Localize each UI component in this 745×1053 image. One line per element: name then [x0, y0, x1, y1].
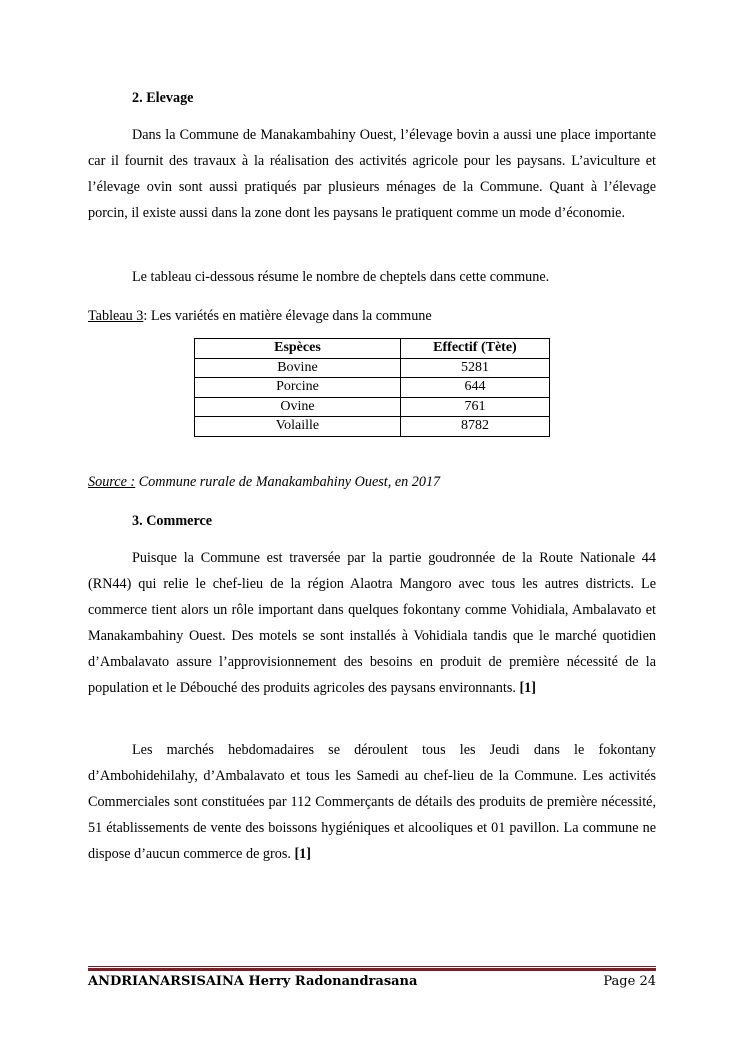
section-heading-commerce: 3. Commerce — [132, 513, 213, 529]
footer-page-number: Page 24 — [603, 974, 656, 989]
table-row — [195, 417, 550, 437]
livestock-table — [194, 338, 550, 437]
paragraph-commerce-2 — [88, 737, 656, 867]
citation-ref: [1] — [294, 846, 311, 862]
table-header-row — [195, 339, 550, 359]
header-species: Espèces — [195, 339, 401, 359]
cell-species: Volaille — [195, 417, 401, 437]
source-label: Source : — [88, 474, 136, 490]
paragraph-commerce-1 — [88, 545, 656, 701]
footer-author: ANDRIANARSISAINA Herry Radonandrasana — [88, 974, 418, 989]
table-row — [195, 378, 550, 398]
cell-species: Ovine — [195, 397, 401, 417]
cell-count: 761 — [400, 397, 549, 417]
cell-species: Porcine — [195, 378, 401, 398]
table-caption-label: Tableau 3 — [88, 308, 144, 324]
page-footer — [88, 974, 656, 989]
table-caption-text: : Les variétés en matière élevage dans la commune — [143, 308, 432, 324]
paragraph-text: Les marchés hebdomadaires se déroulent tous les Jeudi dans le fokontany d’Ambohidehilahy, d’Ambalavato et tous les Samedi au chef-lieu de la Commune. Les activités Commerciales sont constituées par 112 Commerçants de détails des produits de première nécessité, 51 établissements de vente des boissons hygiéniques et alcooliques et 01 pavillon. La commune ne dispose d’aucun commerce de gros. — [88, 742, 656, 862]
header-count: Effectif (Tète) — [400, 339, 549, 359]
cell-count: 5281 — [400, 358, 549, 378]
section-heading-elevage: 2. Elevage — [132, 90, 194, 106]
paragraph-text: Puisque la Commune est traversée par la partie goudronnée de la Route Nationale 44 (RN44) qui relie le chef-lieu de la région Alaotra Mangoro avec tous les autres districts. Le commerce tient alors un rôle important dans quelques fokontany comme Vohidiala, Ambalavato et Manakambahiny Ouest. Des motels se sont installés à Vohidiala tandis que le marché quotidien d’Ambalavato assure l’approvisionnement des besoins en produit de première nécessité de la population et le Débouché des produits agricoles des paysans environnants. — [88, 550, 656, 696]
cell-count: 644 — [400, 378, 549, 398]
table-row — [195, 397, 550, 417]
footer-rule-thick — [88, 968, 656, 971]
citation-ref: [1] — [519, 680, 536, 696]
table-row — [195, 358, 550, 378]
cell-species: Bovine — [195, 358, 401, 378]
paragraph-table-intro: Le tableau ci-dessous résume le nombre de cheptels dans cette commune. — [132, 269, 550, 285]
table-caption — [88, 306, 656, 326]
cell-count: 8782 — [400, 417, 549, 437]
table-source — [88, 472, 656, 492]
paragraph-elevage: Dans la Commune de Manakambahiny Ouest, l’élevage bovin a aussi une place importante car il fournit des travaux à la réalisation des activités agricole pour les paysans. L’aviculture et l’élevage ovin sont aussi pratiqués par plusieurs ménages de la Commune. Quant à l’élevage porcin, il existe aussi dans la zone dont les paysans le pratiquent comme un mode d’économie. — [88, 127, 656, 221]
footer-rule-thin — [88, 966, 656, 967]
source-text: Commune rurale de Manakambahiny Ouest, en 2017 — [135, 474, 441, 490]
